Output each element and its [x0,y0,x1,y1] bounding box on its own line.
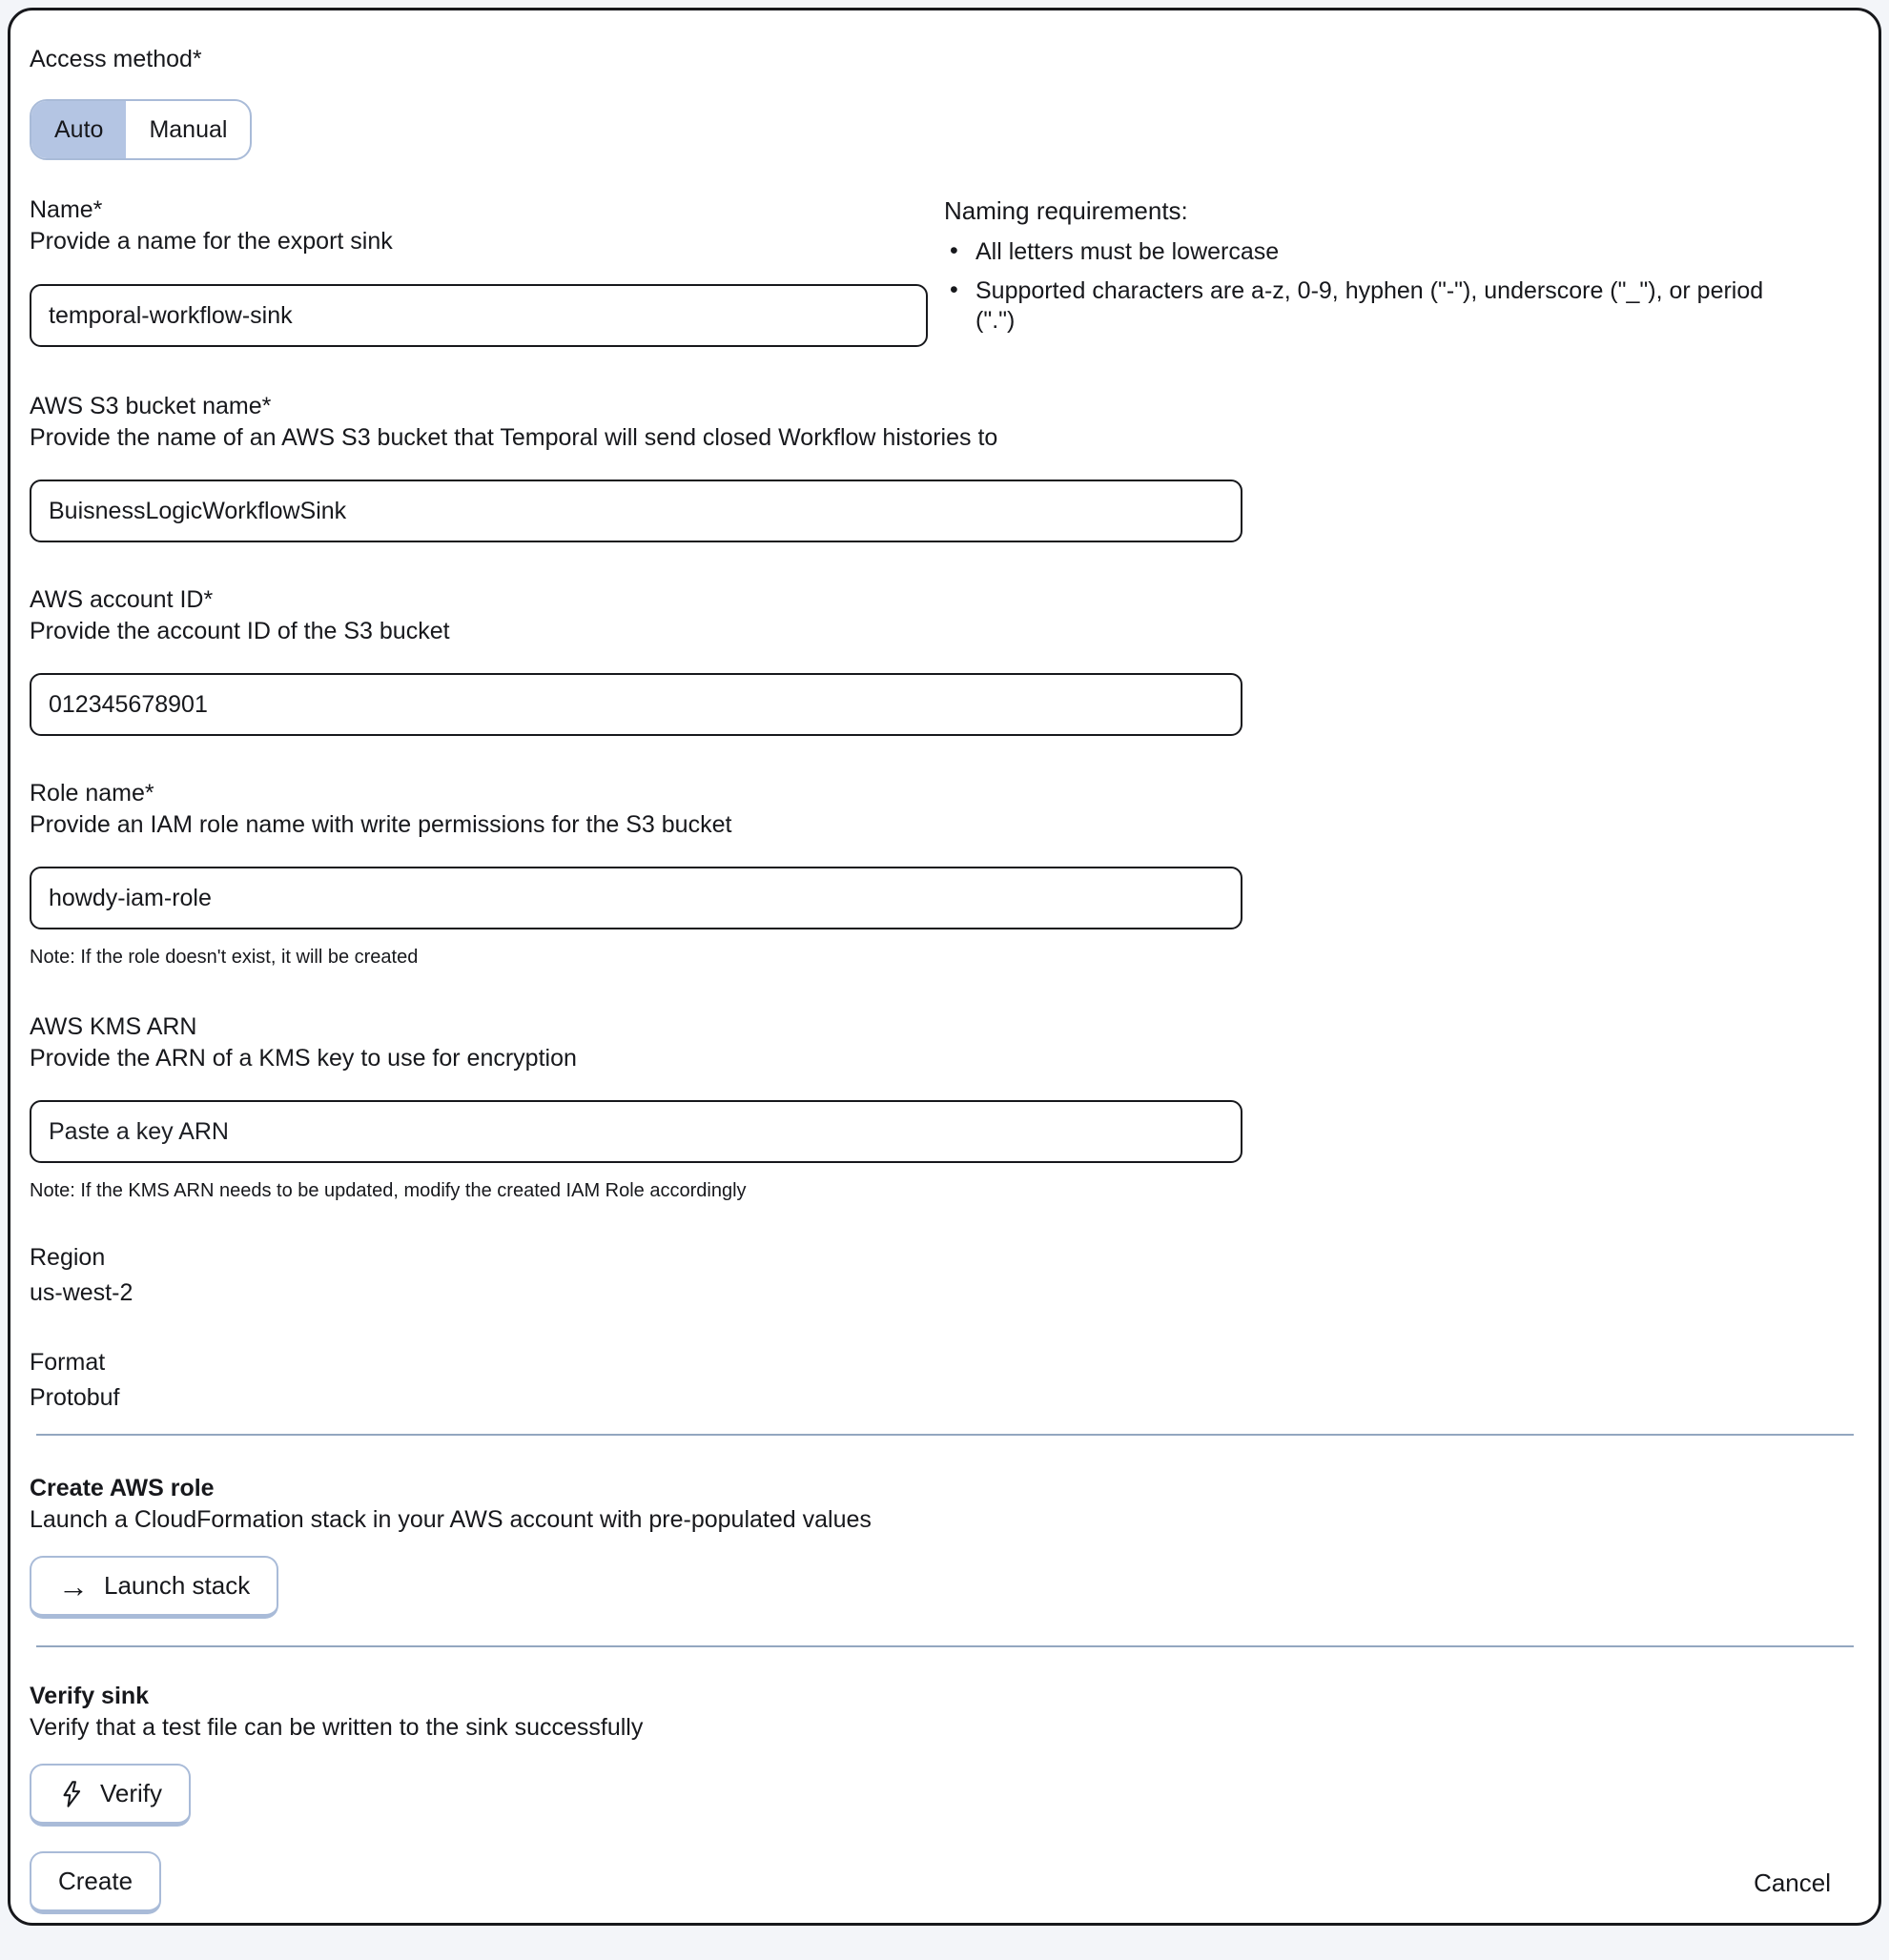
naming-requirements-list [944,237,1821,336]
name-label: Name* [30,196,103,223]
kms-arn-input[interactable] [30,1100,1242,1163]
verify-sink-section [30,1682,1859,1827]
kms-arn-note: Note: If the KMS ARN needs to be updated, modify the created IAM Role accordingly [30,1180,747,1201]
account-id-description: Provide the account ID of the S3 bucket [30,618,450,644]
kms-arn-label: AWS KMS ARN [30,1013,197,1040]
s3-bucket-field [30,392,1859,542]
create-aws-role-description: Launch a CloudFormation stack in your AWS account with pre-populated values [30,1506,872,1533]
region-label: Region [30,1244,106,1271]
account-id-label: AWS account ID* [30,586,214,613]
verify-button[interactable] [30,1764,191,1827]
naming-requirements [944,195,1821,347]
access-method-toggle [30,99,252,160]
kms-arn-description: Provide the ARN of a KMS key to use for encryption [30,1045,577,1072]
section-divider [36,1434,1854,1436]
verify-sink-description: Verify that a test file can be written to the sink successfully [30,1714,644,1741]
naming-requirements-title: Naming requirements: [944,196,1188,225]
arrow-right-icon: → [58,1568,89,1603]
create-aws-role-title: Create AWS role [30,1475,215,1501]
format-readout [30,1348,1859,1413]
format-value: Protobuf [30,1384,120,1411]
verify-sink-title: Verify sink [30,1683,150,1709]
verify-button-label: Verify [100,1779,163,1807]
launch-stack-button-label: Launch stack [104,1571,251,1600]
name-row [30,195,1859,347]
role-name-note: Note: If the role doesn't exist, it will be created [30,947,419,968]
naming-requirement-item: • All letters must be lowercase [944,237,1783,267]
access-method-option-auto[interactable]: Auto [31,101,126,158]
create-button-label: Create [58,1867,133,1895]
account-id-input[interactable] [30,673,1242,736]
lightning-icon [58,1780,85,1808]
kms-arn-field [30,1012,1859,1203]
s3-bucket-input[interactable] [30,480,1242,542]
access-method-label: Access method* [30,46,202,72]
role-name-field [30,779,1859,970]
account-id-field [30,585,1859,736]
section-divider [36,1645,1854,1647]
cancel-link[interactable]: Cancel [1754,1868,1831,1897]
name-input[interactable] [30,284,928,347]
region-readout [30,1243,1859,1308]
s3-bucket-label: AWS S3 bucket name* [30,393,272,419]
form-actions [30,1851,1859,1914]
s3-bucket-description: Provide the name of an AWS S3 bucket that Temporal will send closed Workflow histories to [30,424,998,451]
role-name-label: Role name* [30,780,154,806]
region-value: us-west-2 [30,1279,133,1306]
create-aws-role-section [30,1474,1859,1619]
role-name-input[interactable] [30,867,1242,929]
export-sink-form-card [8,8,1881,1926]
access-method-option-manual[interactable]: Manual [149,115,228,143]
format-label: Format [30,1349,106,1376]
role-name-description: Provide an IAM role name with write permissions for the S3 bucket [30,811,732,838]
naming-requirement-item: • Supported characters are a-z, 0-9, hyphen ("-"), underscore ("_"), or period (".") [944,276,1783,336]
name-description: Provide a name for the export sink [30,228,393,255]
create-button[interactable] [30,1851,161,1914]
launch-stack-button[interactable] [30,1556,278,1619]
